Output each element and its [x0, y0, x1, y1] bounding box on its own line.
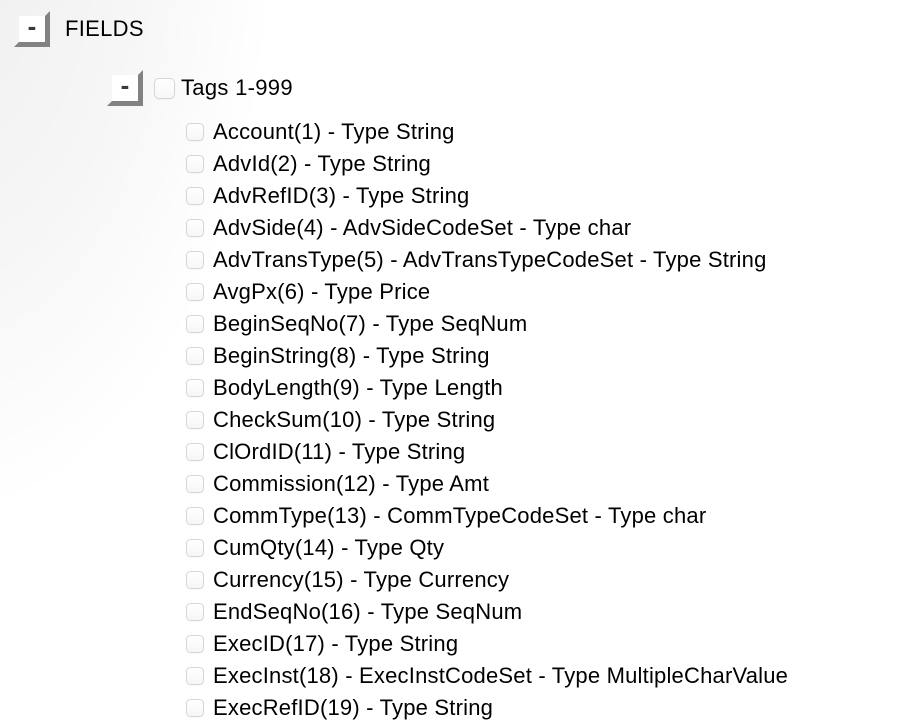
field-row [186, 404, 898, 436]
fields-root-label: FIELDS [65, 16, 144, 41]
field-label: Account(1) - Type String [213, 119, 455, 144]
fields-root-row [14, 11, 144, 47]
field-checkbox[interactable] [186, 411, 204, 429]
field-checkbox[interactable] [186, 699, 204, 717]
field-row [186, 244, 898, 276]
field-row [186, 276, 898, 308]
field-label: ExecRefID(19) - Type String [213, 695, 494, 720]
field-checkbox[interactable] [186, 603, 204, 621]
field-checkbox[interactable] [186, 539, 204, 557]
field-label: Currency(15) - Type Currency [213, 567, 510, 592]
field-label: CumQty(14) - Type Qty [213, 535, 445, 560]
field-row [186, 532, 898, 564]
collapse-toggle-fields[interactable] [14, 11, 50, 47]
field-checkbox[interactable] [186, 219, 204, 237]
field-label: AdvSide(4) - AdvSideCodeSet - Type char [213, 215, 632, 240]
field-row [186, 564, 898, 596]
tags-group-row [107, 70, 293, 106]
field-checkbox[interactable] [186, 315, 204, 333]
field-row [186, 148, 898, 180]
field-checkbox[interactable] [186, 475, 204, 493]
field-checkbox[interactable] [186, 347, 204, 365]
field-checkbox[interactable] [186, 187, 204, 205]
field-label: ClOrdID(11) - Type String [213, 439, 466, 464]
field-label: Commission(12) - Type Amt [213, 471, 490, 496]
field-label: ExecInst(18) - ExecInstCodeSet - Type MultipleCharValue [213, 663, 789, 688]
field-checkbox[interactable] [186, 443, 204, 461]
field-row [186, 660, 898, 692]
field-checkbox[interactable] [186, 635, 204, 653]
field-label: AdvId(2) - Type String [213, 151, 431, 176]
field-row [186, 180, 898, 212]
field-label: AvgPx(6) - Type Price [213, 279, 431, 304]
tags-group-label: Tags 1-999 [181, 75, 293, 100]
field-row [186, 116, 898, 148]
field-label: AdvRefID(3) - Type String [213, 183, 470, 208]
minus-icon: - [27, 11, 37, 41]
field-checkbox[interactable] [186, 283, 204, 301]
field-label: EndSeqNo(16) - Type SeqNum [213, 599, 523, 624]
minus-icon: - [120, 70, 130, 100]
field-checkbox[interactable] [186, 155, 204, 173]
field-label: ExecID(17) - Type String [213, 631, 459, 656]
field-row [186, 436, 898, 468]
field-row [186, 628, 898, 660]
field-list [186, 116, 898, 720]
tags-group-checkbox[interactable] [154, 78, 175, 99]
field-row [186, 500, 898, 532]
field-row [186, 212, 898, 244]
field-checkbox[interactable] [186, 123, 204, 141]
field-checkbox[interactable] [186, 251, 204, 269]
field-row [186, 308, 898, 340]
field-label: CheckSum(10) - Type String [213, 407, 496, 432]
field-label: AdvTransType(5) - AdvTransTypeCodeSet - Type String [213, 247, 767, 272]
field-label: CommType(13) - CommTypeCodeSet - Type char [213, 503, 707, 528]
field-checkbox[interactable] [186, 667, 204, 685]
field-row [186, 468, 898, 500]
field-row [186, 340, 898, 372]
field-row [186, 372, 898, 404]
field-checkbox[interactable] [186, 379, 204, 397]
field-row [186, 596, 898, 628]
field-label: BeginSeqNo(7) - Type SeqNum [213, 311, 528, 336]
field-label: BeginString(8) - Type String [213, 343, 490, 368]
field-checkbox[interactable] [186, 571, 204, 589]
field-row [186, 692, 898, 720]
field-checkbox[interactable] [186, 507, 204, 525]
field-label: BodyLength(9) - Type Length [213, 375, 503, 400]
collapse-toggle-tags[interactable] [107, 70, 143, 106]
